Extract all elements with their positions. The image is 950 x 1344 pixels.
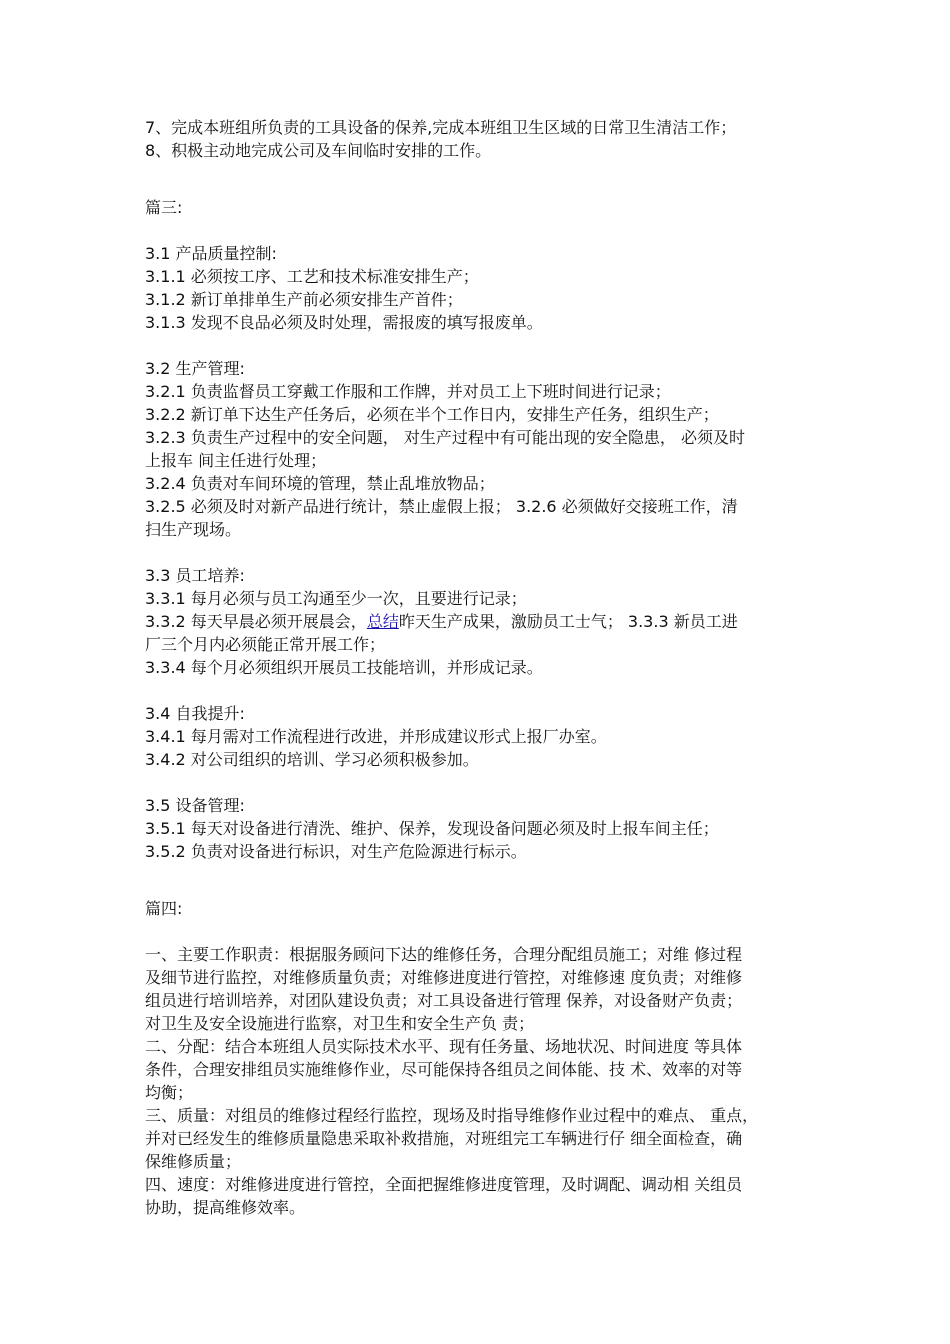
text-line: 3.3.1 每月必须与员工沟通至少一次，且要进行记录；	[145, 589, 527, 608]
text-line: 3.5.2 负责对设备进行标识，对生产危险源进行标示。	[145, 842, 527, 861]
section-heading: 篇三:	[145, 198, 183, 217]
text-line: 3.4.2 对公司组织的培训、学习必须积极参加。	[145, 750, 479, 769]
text-line: 3.2.4 负责对车间环境的管理，禁止乱堆放物品；	[145, 474, 495, 493]
summary-link[interactable]: 总结	[366, 612, 399, 631]
text-segment: 3.3.2 每天早晨必须开展晨会，	[145, 612, 367, 631]
text-line: 扫生产现场。	[145, 520, 242, 539]
text-line: 3.4.1 每月需对工作流程进行改进，并形成建议形式上报厂办室。	[145, 727, 607, 746]
text-segment: 昨天生产成果，激励员工士气； 3.3.3 新员工进	[398, 612, 738, 631]
text-line: 四、速度：对维修进度进行管控，全面把握维修进度管理，及时调配、调动相 关组员	[145, 1175, 743, 1194]
subsection-heading: 3.4 自我提升:	[145, 704, 245, 723]
text-line: 均衡；	[145, 1083, 194, 1102]
text-line: 3.2.5 必须及时对新产品进行统计，禁止虚假上报； 3.2.6 必须做好交接班工作，清	[145, 497, 738, 516]
text-line: 一、主要工作职责：根据服务顾问下达的维修任务，合理分配组员施工；对维 修过程	[145, 945, 743, 964]
text-line: 保维修质量；	[145, 1152, 242, 1171]
text-line: 协助，提高维修效率。	[145, 1198, 306, 1217]
text-line: 组员进行培训培养，对团队建设负责；对工具设备进行管理 保养，对设备财产负责；	[145, 991, 743, 1010]
text-line: 及细节进行监控，对维修质量负责；对维修进度进行管控，对维修速 度负责；对维修	[145, 968, 743, 987]
subsection-heading: 3.2 生产管理:	[145, 359, 245, 378]
text-line: 3.3.4 每个月必须组织开展员工技能培训，并形成记录。	[145, 658, 543, 677]
text-line: 8、积极主动地完成公司及车间临时安排的工作。	[145, 141, 492, 160]
subsection-heading: 3.3 员工培养:	[145, 566, 245, 585]
text-line: 厂三个月内必须能正常开展工作；	[145, 635, 386, 654]
text-line: 3.1.1 必须按工序、工艺和技术标准安排生产；	[145, 267, 479, 286]
document-body	[145, 116, 810, 1219]
text-line: 二、分配：结合本班组人员实际技术水平、现有任务量、场地状况、时间进度 等具体	[145, 1037, 743, 1056]
subsection-heading: 3.5 设备管理:	[145, 796, 245, 815]
section-heading: 篇四:	[145, 899, 183, 918]
text-line: 3.2.1 负责监督员工穿戴工作服和工作牌，并对员工上下班时间进行记录；	[145, 382, 671, 401]
text-line-with-link	[145, 610, 810, 633]
text-line: 3.2.2 新订单下达生产任务后，必须在半个工作日内，安排生产任务，组织生产；	[145, 405, 719, 424]
text-line: 7、完成本班组所负责的工具设备的保养,完成本班组卫生区域的日常卫生清洁工作；	[145, 118, 737, 137]
text-line: 条件，合理安排组员实施维修作业，尽可能保持各组员之间体能、技 术、效率的对等	[145, 1060, 743, 1079]
text-line: 3.1.3 发现不良品必须及时处理，需报废的填写报废单。	[145, 313, 543, 332]
text-line: 3.2.3 负责生产过程中的安全问题， 对生产过程中有可能出现的安全隐患， 必须及时	[145, 428, 745, 447]
text-line: 3.1.2 新订单排单生产前必须安排生产首件；	[145, 290, 463, 309]
text-line: 上报车 间主任进行处理；	[145, 451, 327, 470]
subsection-heading: 3.1 产品质量控制:	[145, 244, 277, 263]
text-line: 对卫生及安全设施进行监察，对卫生和安全生产负 责；	[145, 1014, 535, 1033]
text-line: 3.5.1 每天对设备进行清洗、维护、保养，发现设备问题必须及时上报车间主任；	[145, 819, 719, 838]
text-line: 并对已经发生的维修质量隐患采取补救措施，对班组完工车辆进行仔 细全面检查，确	[145, 1129, 743, 1148]
text-line: 三、质量：对组员的维修过程经行监控，现场及时指导维修作业过程中的难点、 重点，	[145, 1106, 759, 1125]
